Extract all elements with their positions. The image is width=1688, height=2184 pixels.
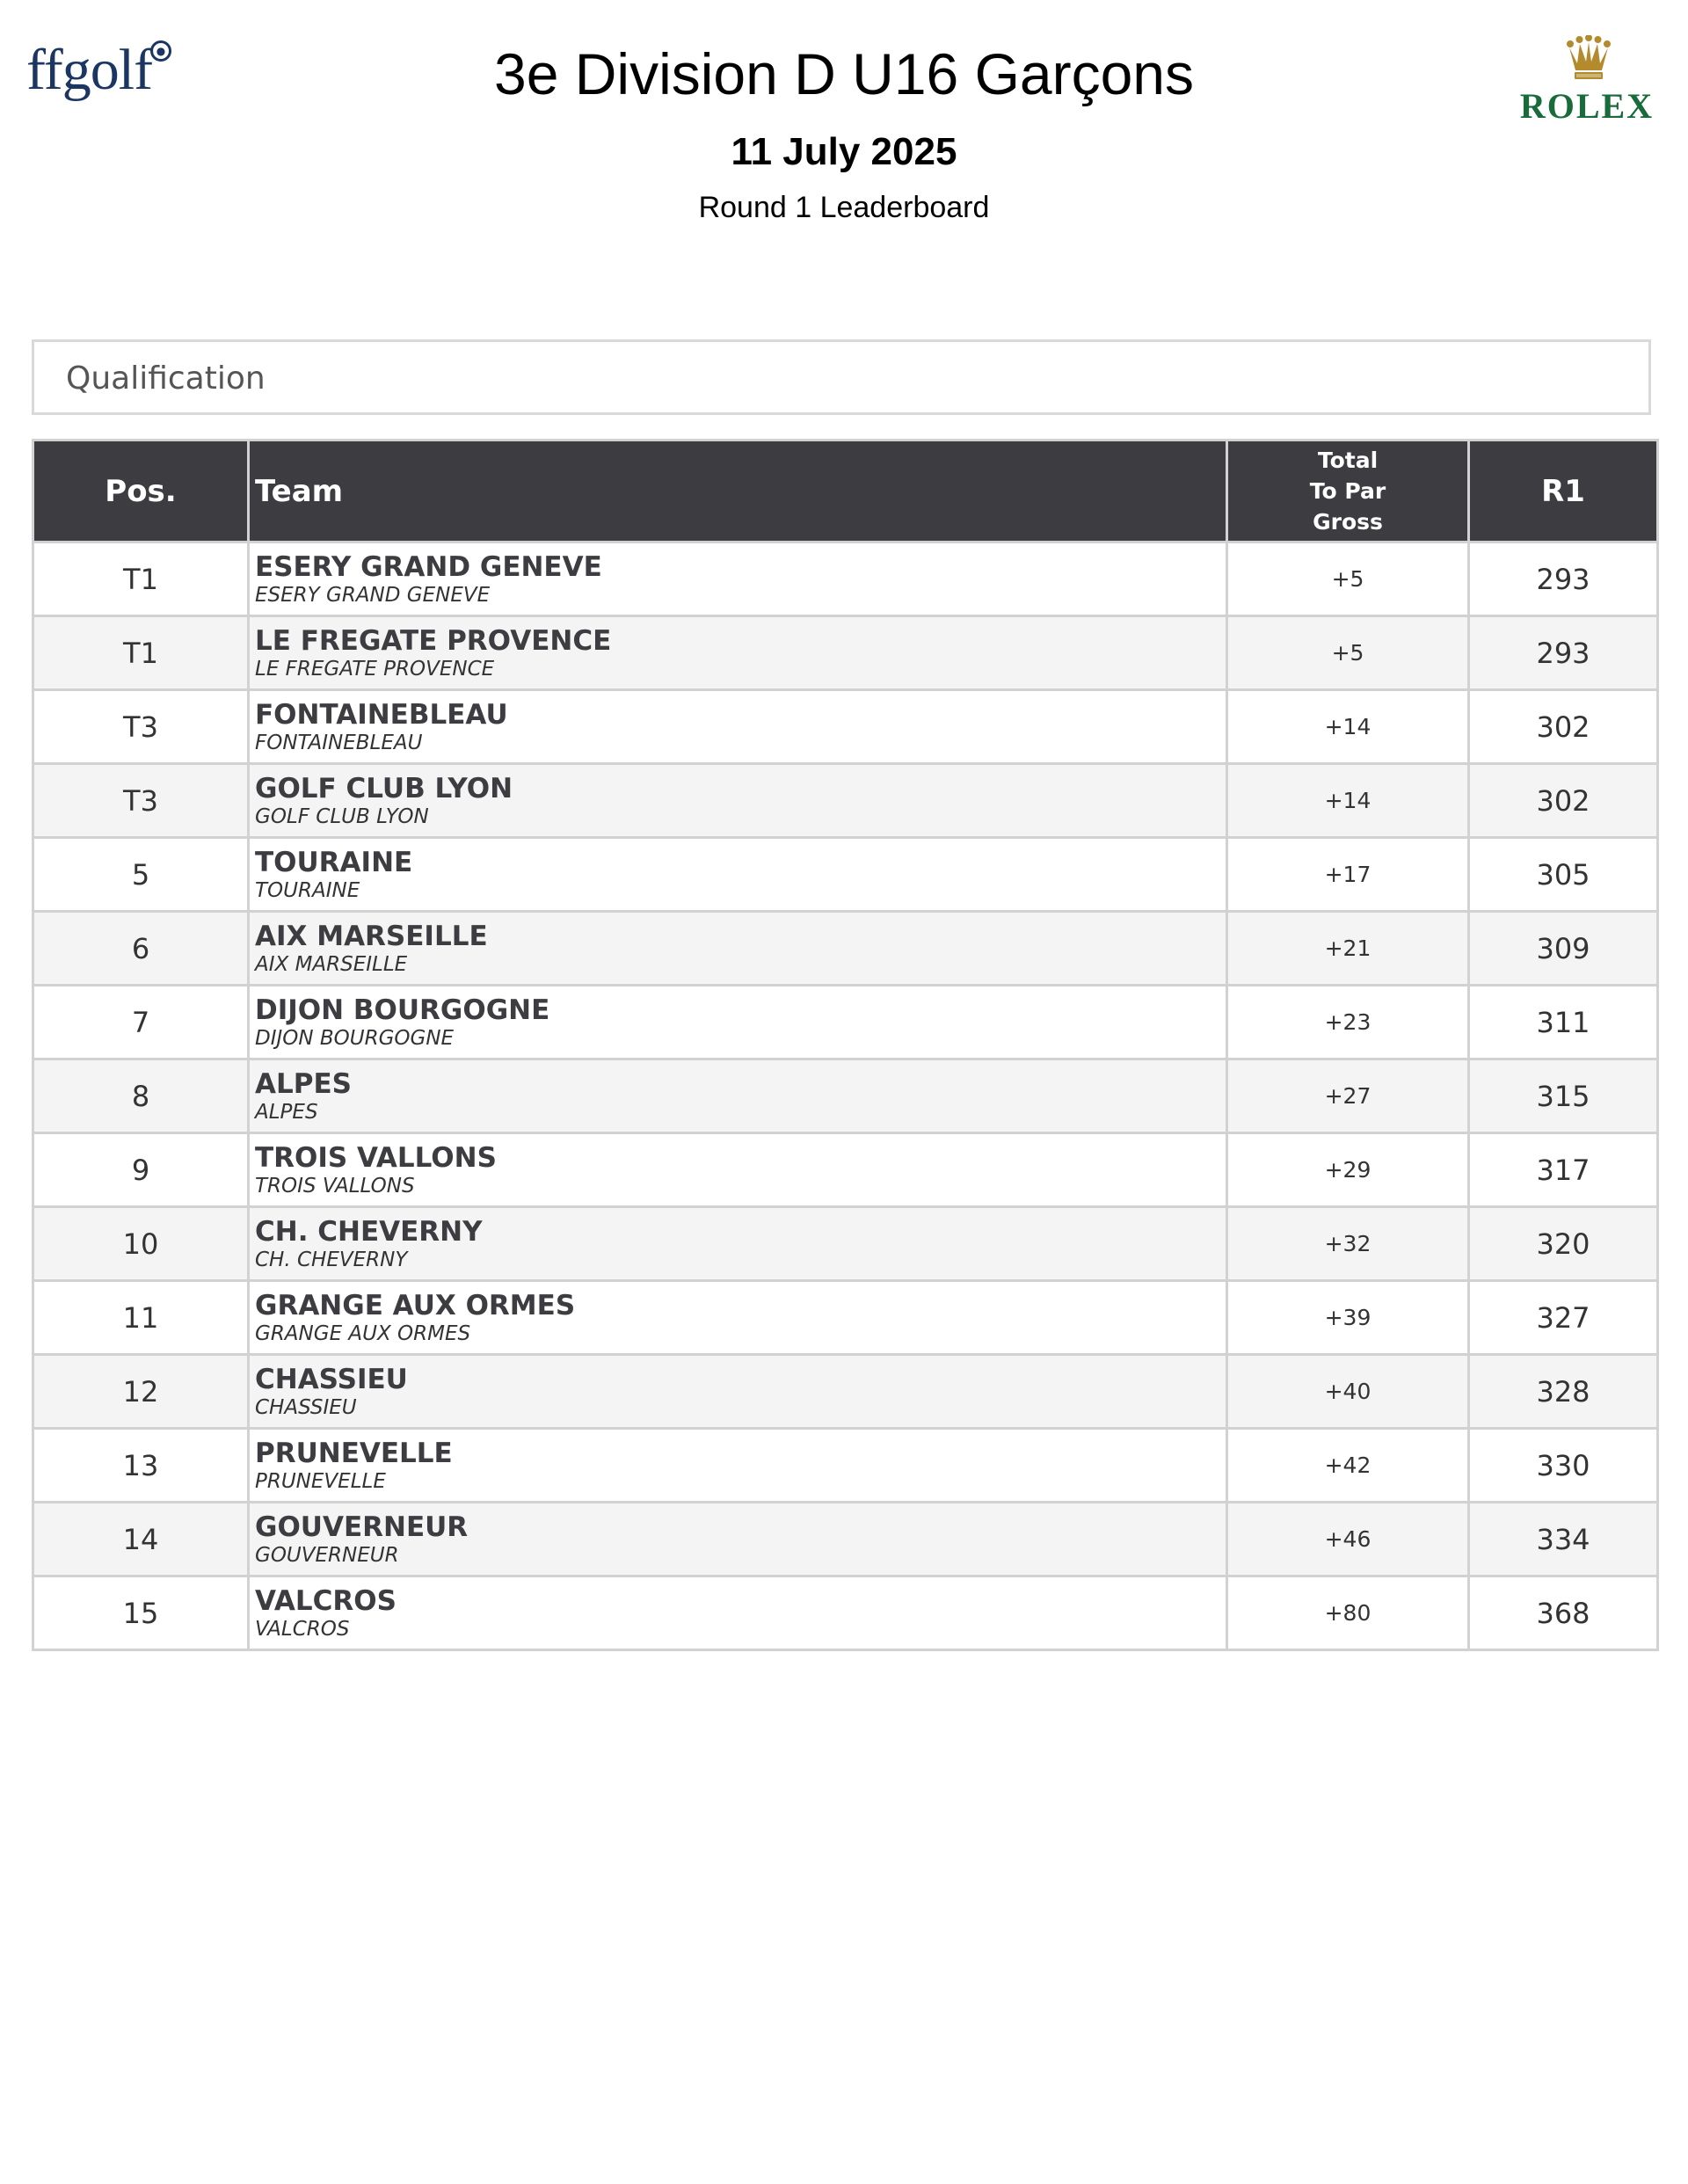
cell-team [249, 1207, 1227, 1281]
column-header-total [1227, 440, 1469, 542]
ffgolf-logo-text: ffgolf [26, 38, 153, 102]
cell-to-par: +14 [1227, 690, 1469, 764]
cell-team [249, 690, 1227, 764]
cell-team [249, 838, 1227, 912]
team-name: ALPES [255, 1067, 352, 1100]
page-title: 3e Division D U16 Garçons [494, 41, 1194, 106]
cell-r1: 293 [1469, 542, 1658, 616]
cell-r1: 315 [1469, 1059, 1658, 1133]
table-row [33, 1207, 1658, 1281]
cell-r1: 368 [1469, 1576, 1658, 1650]
table-row [33, 690, 1658, 764]
cell-r1: 334 [1469, 1503, 1658, 1576]
cell-pos: T1 [33, 542, 249, 616]
table-row [33, 986, 1658, 1059]
cell-team [249, 912, 1227, 986]
cell-to-par: +14 [1227, 764, 1469, 838]
team-club: GOUVERNEUR [255, 1543, 399, 1567]
team-name: PRUNEVELLE [255, 1437, 453, 1469]
table-row [33, 542, 1658, 616]
cell-to-par: +46 [1227, 1503, 1469, 1576]
cell-to-par: +23 [1227, 986, 1469, 1059]
cell-r1: 320 [1469, 1207, 1658, 1281]
column-header-total-line2: To Par [1309, 478, 1386, 504]
cell-team [249, 1503, 1227, 1576]
cell-pos: 11 [33, 1281, 249, 1355]
cell-r1: 328 [1469, 1355, 1658, 1429]
cell-pos: 6 [33, 912, 249, 986]
cell-team [249, 1355, 1227, 1429]
team-name: ESERY GRAND GENEVE [255, 550, 602, 583]
table-row [33, 1576, 1658, 1650]
cell-team [249, 764, 1227, 838]
ffgolf-mark-icon: ● [150, 40, 171, 62]
team-name: GRANGE AUX ORMES [255, 1289, 576, 1321]
column-header-pos: Pos. [33, 440, 249, 542]
cell-to-par: +42 [1227, 1429, 1469, 1503]
team-club: LE FREGATE PROVENCE [255, 657, 495, 681]
cell-r1: 311 [1469, 986, 1658, 1059]
table-row [33, 1355, 1658, 1429]
cell-pos: T3 [33, 690, 249, 764]
cell-pos: 8 [33, 1059, 249, 1133]
cell-team [249, 542, 1227, 616]
cell-to-par: +80 [1227, 1576, 1469, 1650]
rolex-crown-icon [1565, 35, 1612, 83]
leaderboard-table [32, 439, 1659, 1651]
cell-team [249, 1576, 1227, 1650]
cell-to-par: +17 [1227, 838, 1469, 912]
team-club: FONTAINEBLEAU [255, 731, 423, 754]
team-club: AIX MARSEILLE [255, 952, 408, 976]
team-name: CH. CHEVERNY [255, 1215, 483, 1248]
cell-team [249, 1429, 1227, 1503]
qualification-section [32, 339, 1651, 415]
team-name: DIJON BOURGOGNE [255, 994, 550, 1026]
table-row [33, 1133, 1658, 1207]
table-row [33, 912, 1658, 986]
cell-r1: 293 [1469, 616, 1658, 690]
cell-to-par: +5 [1227, 616, 1469, 690]
team-club: TROIS VALLONS [255, 1174, 415, 1198]
table-row [33, 1429, 1658, 1503]
cell-team [249, 1133, 1227, 1207]
team-club: TOURAINE [255, 878, 360, 902]
team-club: GRANGE AUX ORMES [255, 1321, 471, 1345]
cell-to-par: +27 [1227, 1059, 1469, 1133]
table-row [33, 1059, 1658, 1133]
column-header-total-line1: Total [1317, 448, 1379, 473]
table-row [33, 1503, 1658, 1576]
cell-r1: 309 [1469, 912, 1658, 986]
team-club: PRUNEVELLE [255, 1469, 386, 1493]
team-club: CH. CHEVERNY [255, 1248, 408, 1271]
cell-pos: 10 [33, 1207, 249, 1281]
cell-to-par: +39 [1227, 1281, 1469, 1355]
cell-pos: 5 [33, 838, 249, 912]
team-club: ESERY GRAND GENEVE [255, 583, 491, 607]
cell-pos: 9 [33, 1133, 249, 1207]
team-name: GOUVERNEUR [255, 1511, 469, 1543]
team-club: VALCROS [255, 1617, 350, 1641]
cell-pos: 15 [33, 1576, 249, 1650]
cell-pos: 12 [33, 1355, 249, 1429]
cell-team [249, 616, 1227, 690]
cell-pos: 7 [33, 986, 249, 1059]
team-name: TOURAINE [255, 846, 413, 878]
cell-to-par: +5 [1227, 542, 1469, 616]
team-club: ALPES [255, 1100, 318, 1124]
cell-team [249, 986, 1227, 1059]
column-header-team: Team [249, 440, 1227, 542]
cell-to-par: +29 [1227, 1133, 1469, 1207]
team-name: VALCROS [255, 1584, 397, 1617]
page-subtitle: Round 1 Leaderboard [698, 191, 990, 224]
cell-pos: 14 [33, 1503, 249, 1576]
team-name: CHASSIEU [255, 1363, 408, 1395]
table-header-row [33, 440, 1658, 542]
team-name: AIX MARSEILLE [255, 920, 488, 952]
event-date: 11 July 2025 [731, 130, 957, 173]
team-club: GOLF CLUB LYON [255, 804, 429, 828]
cell-r1: 302 [1469, 690, 1658, 764]
cell-pos: 13 [33, 1429, 249, 1503]
cell-pos: T1 [33, 616, 249, 690]
team-club: DIJON BOURGOGNE [255, 1026, 455, 1050]
table-row [33, 616, 1658, 690]
cell-team [249, 1281, 1227, 1355]
cell-r1: 302 [1469, 764, 1658, 838]
team-name: LE FREGATE PROVENCE [255, 624, 612, 657]
team-name: GOLF CLUB LYON [255, 772, 513, 804]
column-header-r1: R1 [1469, 440, 1658, 542]
table-row [33, 764, 1658, 838]
team-club: CHASSIEU [255, 1395, 357, 1419]
team-name: FONTAINEBLEAU [255, 698, 508, 731]
team-name: TROIS VALLONS [255, 1141, 497, 1174]
rolex-logo [1508, 35, 1666, 132]
cell-r1: 330 [1469, 1429, 1658, 1503]
cell-to-par: +40 [1227, 1355, 1469, 1429]
cell-r1: 327 [1469, 1281, 1658, 1355]
cell-r1: 317 [1469, 1133, 1658, 1207]
section-title: Qualification [66, 360, 266, 397]
rolex-logo-text: ROLEX [1519, 86, 1655, 126]
table-row [33, 1281, 1658, 1355]
cell-pos: T3 [33, 764, 249, 838]
cell-r1: 305 [1469, 838, 1658, 912]
table-row [33, 838, 1658, 912]
cell-team [249, 1059, 1227, 1133]
column-header-total-line3: Gross [1313, 509, 1383, 535]
cell-to-par: +21 [1227, 912, 1469, 986]
cell-to-par: +32 [1227, 1207, 1469, 1281]
